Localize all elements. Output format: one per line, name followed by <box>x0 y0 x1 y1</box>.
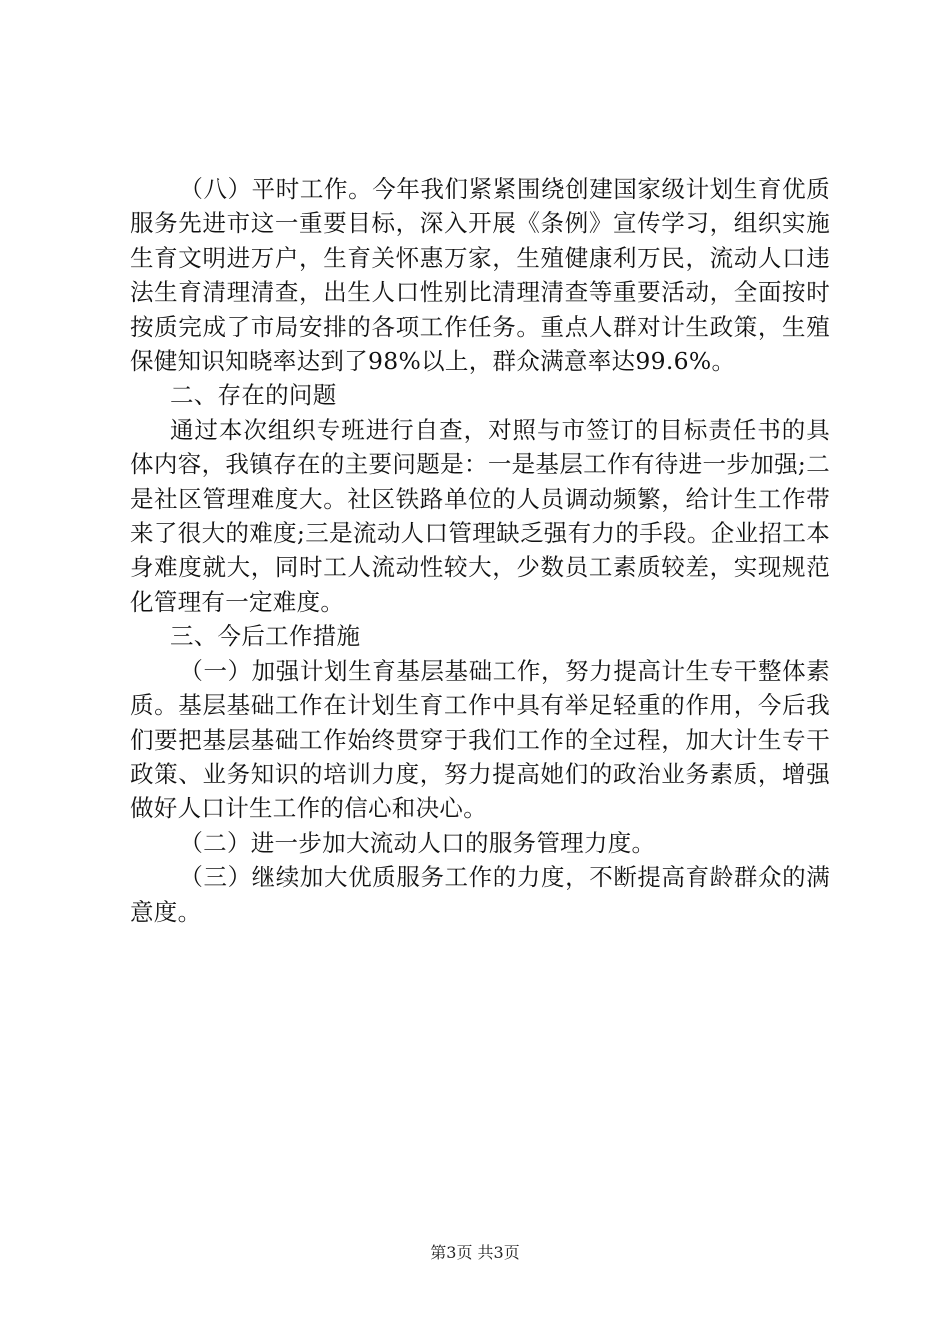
paragraph-measure-one: （一）加强计划生育基层基础工作，努力提高计生专干整体素质。基层基础工作在计划生育工作中具有举足轻重的作用，今后我们要把基层基础工作始终贯穿于我们工作的全过程，加大计生专干政策、业务知识的培训力度，努力提高她们的政治业务素质，增强做好人口计生工作的信心和决心。 <box>130 656 830 823</box>
paragraph-routine-work: （八）平时工作。今年我们紧紧围绕创建国家级计划生育优质服务先进市这一重要目标，深入开展《条例》宣传学习，组织实施生育文明进万户，生育关怀惠万家，生殖健康利万民，流动人口违法生育清理清查，出生人口性别比清理清查等重要活动，全面按时按质完成了市局安排的各项工作任务。重点人群对计生政策，生殖保健知识知晓率达到了98%以上，群众满意率达99.6%。 <box>130 175 830 376</box>
paragraph-measure-two: （二）进一步加大流动人口的服务管理力度。 <box>179 828 656 857</box>
paragraph-problems: 通过本次组织专班进行自查，对照与市签订的目标责任书的具体内容，我镇存在的主要问题是：一是基层工作有待进一步加强;二是社区管理难度大。社区铁路单位的人员调动频繁，给计生工作带来了很大的难度;三是流动人口管理缺乏强有力的手段。企业招工本身难度就大，同时工人流动性较大，少数员工素质较差，实现规范化管理有一定难度。 <box>130 415 830 616</box>
heading-future-measures: 三、今后工作措施 <box>169 622 361 651</box>
paragraph-measure-three: （三）继续加大优质服务工作的力度，不断提高育龄群众的满意度。 <box>130 863 830 926</box>
heading-existing-problems: 二、存在的问题 <box>169 381 337 410</box>
document-body <box>130 172 830 929</box>
page-number-footer: 第3页 共3页 <box>430 1243 520 1262</box>
